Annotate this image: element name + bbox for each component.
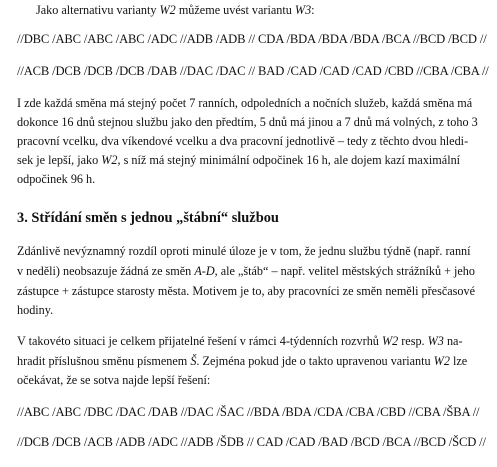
paragraph3-variant-w3: W3: [427, 334, 444, 348]
paragraph2-line-4: hodiny.: [17, 303, 54, 317]
paragraph2-line-2: [17, 264, 475, 279]
paragraph3-line-1: [17, 334, 463, 349]
paragraph3-line-2-post: lze: [449, 354, 468, 368]
paragraph2-line-1: Zdánlivě nevýznamný rozdíl oproti minulé úloze je v tom, že jednu službu týdně (např. ranní: [17, 244, 471, 258]
intro-text-post: :: [311, 3, 315, 17]
paragraph1-variant-w2: W2: [101, 153, 118, 167]
paragraph1-line-5: odpočinek 96 h.: [17, 172, 96, 186]
paragraph3-letter-s: Š: [190, 354, 197, 368]
paragraph1-line-4-post: , s níž má stejný minimální odpočinek 16 h, ale dojem kazí maximální: [117, 153, 461, 167]
w2-sequence-line-1: //ABC /ABC /DBC /DAC /DAB //DAC /ŠAC //BDA /BDA /CDA /CBA /CBD //CBA /ŠBA //: [17, 405, 480, 419]
w2-sequence-line-2: //DCB /DCB /ACB /ADB /ADC //ADB /ŠDB // CAD /CAD /BAD /BCD /BCA //BCD /ŠCD //: [17, 435, 486, 449]
w3-sequence-line-2: //ACB /DCB /DCB /DCB /DAB //DAC /DAC // BAD /CAD /CAD /CAD /CBD //CBA /CBA //: [17, 64, 489, 78]
paragraph3-line-3: očekávat, že se sotva najde lepší řešení:: [17, 373, 211, 387]
paragraph1-line-4: [17, 153, 460, 168]
section-heading: 3. Střídání směn s jednou „štábní“ službou: [17, 210, 279, 226]
paragraph3-line-1-post: na-: [443, 334, 463, 348]
paragraph3-line-2: [17, 354, 467, 369]
intro-line: [36, 3, 315, 18]
paragraph1-line-4-pre: sek je lepší, jako: [17, 153, 102, 167]
paragraph2-line-2-post: , ale „štáb“ – např. velitel městských strážníků + jeho: [214, 264, 475, 278]
intro-text-mid: můžeme uvést variantu: [175, 3, 295, 17]
intro-variant-w2: W2: [159, 3, 176, 17]
paragraph3-variant-w2: W2: [381, 334, 399, 348]
paragraph1-line-3: pracovní vcelku, dva víkendové vcelku a dva pracovní jednotlivě – tedy z těchto dvou hledi-: [17, 134, 469, 148]
paragraph1-line-1: I zde každá směna má stejný počet 7 ranních, odpoledních a nočních služeb, každá směna má: [17, 96, 473, 110]
w3-sequence-line-1: //DBC /ABC /ABC /ABC /ADC //ADB /ADB // CDA /BDA /BDA /BDA /BCA //BCD /BCD //: [17, 32, 487, 46]
intro-variant-w3: W3: [294, 3, 312, 17]
paragraph3-line-2-pre: hradit příslušnou směnu písmenem: [17, 354, 191, 368]
paragraph1-line-2: dokonce 16 dnů stejnou službu jako den předtím, 5 dnů má jinou a 7 dnů má volných, z toho 3: [17, 115, 478, 129]
paragraph2-line-2-pre: v neděli) neobsazuje žádná ze směn: [17, 264, 195, 278]
paragraph3-variant-w2-second: W2: [433, 354, 450, 368]
paragraph3-line-1-pre: V takovéto situaci je celkem přijatelné řešení v rámci 4-týdenních rozvrhů: [17, 334, 382, 348]
paragraph3-line-1-mid: resp.: [398, 334, 428, 348]
paragraph2-line-3: zástupce + zástupce starosty města. Motivem je to, aby pracovníci ze směn neměli přesčasové: [17, 284, 475, 298]
paragraph2-shifts-range: A-D: [194, 264, 215, 278]
paragraph3-line-2-mid: . Zejména pokud jde o takto upravenou variantu: [196, 354, 434, 368]
intro-text-pre: Jako alternativu varianty: [36, 3, 160, 17]
